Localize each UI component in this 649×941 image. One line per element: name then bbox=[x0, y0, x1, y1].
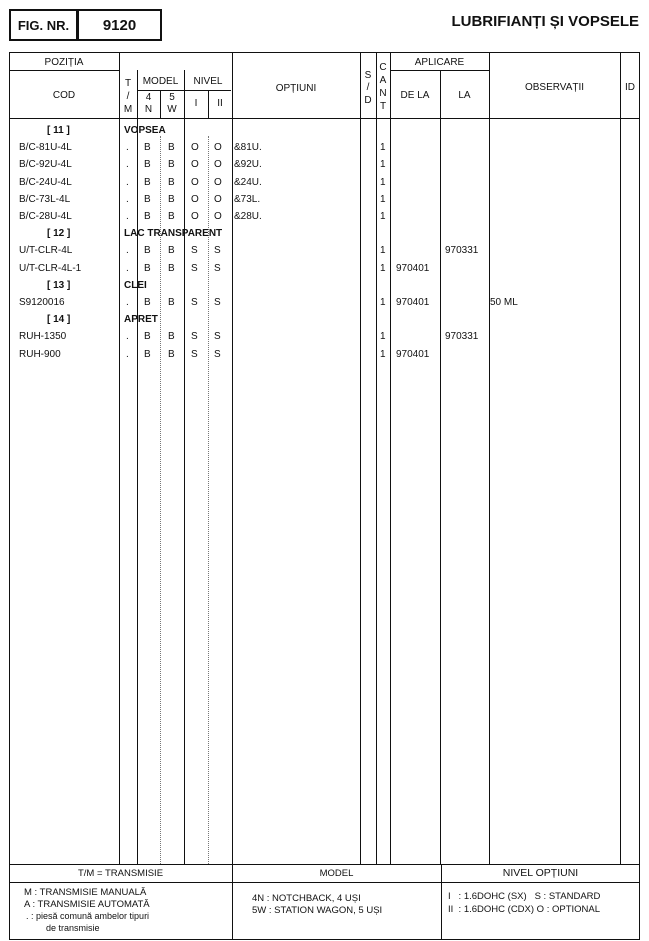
cell-nivel-ii: S bbox=[214, 348, 221, 360]
group-number: [ 11 ] bbox=[47, 125, 70, 136]
table-row[interactable] bbox=[0, 347, 649, 363]
col-cod: COD bbox=[52, 90, 76, 101]
cell-nivel-ii: O bbox=[214, 142, 222, 154]
col-cant-n: N bbox=[379, 88, 387, 99]
legend-nivel-line: II : 1.6DOHC (CDX) O : OPTIONAL bbox=[448, 904, 601, 915]
group-name: APRET bbox=[124, 314, 158, 326]
col-cant-t: T bbox=[379, 101, 387, 112]
fig-number: 9120 bbox=[102, 17, 137, 34]
cell-nivel-ii: S bbox=[214, 262, 221, 274]
cell-nivel-ii: O bbox=[214, 193, 222, 205]
cell-tm: . bbox=[126, 193, 129, 205]
col-cant-a: A bbox=[379, 75, 387, 86]
col-observatii: OBSERVAȚII bbox=[524, 82, 585, 93]
group-header bbox=[0, 278, 649, 294]
col-tm-t: T bbox=[124, 78, 132, 89]
col-optiuni: OPȚIUNI bbox=[275, 83, 317, 94]
table-row[interactable] bbox=[0, 261, 649, 277]
cell-tm: . bbox=[126, 331, 129, 343]
cell-cod: B/C-28U-4L bbox=[19, 211, 72, 222]
cell-4n: B bbox=[144, 176, 151, 188]
cell-la: 970331 bbox=[445, 245, 479, 257]
cell-cod: RUH-900 bbox=[19, 348, 61, 360]
cell-5w: B bbox=[168, 348, 175, 360]
cell-nivel-ii: O bbox=[214, 211, 222, 222]
fig-label-box bbox=[9, 9, 78, 41]
cell-observatii: 50 ML bbox=[490, 297, 518, 308]
table-row[interactable] bbox=[0, 295, 649, 311]
cell-tm: . bbox=[126, 245, 129, 257]
cell-cant: 1 bbox=[380, 193, 386, 205]
cell-optiuni: &81U. bbox=[234, 142, 262, 154]
cell-nivel-i: O bbox=[191, 176, 199, 188]
col-pozitia: POZIȚIA bbox=[44, 57, 84, 68]
cell-5w: B bbox=[168, 297, 175, 308]
cell-4n: B bbox=[144, 193, 151, 205]
cell-nivel-ii: O bbox=[214, 176, 222, 188]
table-row[interactable] bbox=[0, 243, 649, 259]
col-nivel-ii: II bbox=[217, 98, 223, 109]
cell-5w: B bbox=[168, 262, 175, 274]
cell-cant: 1 bbox=[380, 142, 386, 154]
cell-cod: B/C-73L-4L bbox=[19, 193, 71, 205]
group-name: LAC TRANSPARENT bbox=[124, 228, 223, 240]
col-tm-m: M bbox=[123, 104, 133, 115]
col-aplicare: APLICARE bbox=[414, 57, 465, 68]
table-row[interactable] bbox=[0, 175, 649, 191]
cell-cant: 1 bbox=[380, 297, 386, 308]
legend-nivel-header: NIVEL OPȚIUNI bbox=[502, 867, 579, 879]
cell-cant: 1 bbox=[380, 245, 386, 257]
legend-tm-line: . : piesă comună ambelor tipuri bbox=[26, 911, 150, 921]
group-header bbox=[0, 226, 649, 242]
cell-cant: 1 bbox=[380, 176, 386, 188]
cell-nivel-i: S bbox=[191, 348, 198, 360]
cell-cod: S9120016 bbox=[19, 297, 65, 308]
col-la: LA bbox=[458, 90, 471, 101]
col-de-la: DE LA bbox=[400, 90, 430, 101]
group-header bbox=[0, 123, 649, 139]
cell-5w: B bbox=[168, 176, 175, 188]
cell-optiuni: &28U. bbox=[234, 211, 262, 222]
group-name: VOPSEA bbox=[124, 125, 166, 136]
cell-nivel-i: O bbox=[191, 159, 199, 171]
cell-nivel-ii: S bbox=[214, 297, 221, 308]
cell-4n: B bbox=[144, 142, 151, 154]
cell-cant: 1 bbox=[380, 348, 386, 360]
table-row[interactable] bbox=[0, 329, 649, 345]
cell-4n: B bbox=[144, 245, 151, 257]
cell-de-la: 970401 bbox=[396, 297, 430, 308]
col-model-4n-a: 4 bbox=[145, 92, 152, 103]
cell-nivel-i: S bbox=[191, 245, 198, 257]
cell-4n: B bbox=[144, 211, 151, 222]
cell-cod: RUH-1350 bbox=[19, 331, 67, 343]
legend-tm-header: T/M = TRANSMISIE bbox=[77, 868, 164, 879]
col-sd-d: D bbox=[364, 95, 372, 106]
legend-tm-line: M : TRANSMISIE MANUALĂ bbox=[24, 887, 147, 898]
group-number: [ 12 ] bbox=[47, 228, 71, 240]
cell-cod: B/C-81U-4L bbox=[19, 142, 72, 154]
cell-cant: 1 bbox=[380, 211, 386, 222]
cell-cod: B/C-24U-4L bbox=[19, 176, 72, 188]
cell-cod: U/T-CLR-4L-1 bbox=[19, 262, 82, 274]
cell-5w: B bbox=[168, 193, 175, 205]
col-sd-s: S bbox=[364, 70, 372, 81]
table-row[interactable] bbox=[0, 209, 649, 225]
group-header bbox=[0, 312, 649, 328]
legend-nivel-line: I : 1.6DOHC (SX) S : STANDARD bbox=[448, 891, 601, 902]
cell-tm: . bbox=[126, 159, 129, 171]
col-cant-c: C bbox=[379, 62, 387, 73]
cell-tm: . bbox=[126, 176, 129, 188]
col-tm-slash: / bbox=[126, 91, 130, 102]
legend-model-line: 5W : STATION WAGON, 5 UȘI bbox=[252, 905, 383, 916]
col-nivel-i: I bbox=[194, 98, 198, 109]
cell-tm: . bbox=[126, 211, 129, 222]
cell-la: 970331 bbox=[445, 331, 479, 343]
col-nivel: NIVEL bbox=[193, 76, 223, 87]
cell-tm: . bbox=[126, 262, 129, 274]
cell-5w: B bbox=[168, 211, 175, 222]
cell-cant: 1 bbox=[380, 159, 386, 171]
cell-5w: B bbox=[168, 245, 175, 257]
group-number: [ 14 ] bbox=[47, 314, 71, 326]
cell-cant: 1 bbox=[380, 331, 386, 343]
cell-cant: 1 bbox=[380, 262, 386, 274]
col-id: ID bbox=[625, 82, 635, 93]
table-row[interactable] bbox=[0, 192, 649, 208]
cell-4n: B bbox=[144, 262, 151, 274]
col-model-5w-b: W bbox=[167, 104, 177, 115]
cell-4n: B bbox=[144, 159, 151, 171]
cell-nivel-ii: S bbox=[214, 331, 221, 343]
cell-4n: B bbox=[144, 331, 151, 343]
legend-tm-line: A : TRANSMISIE AUTOMATĂ bbox=[24, 899, 150, 910]
cell-5w: B bbox=[168, 142, 175, 154]
cell-optiuni: &24U. bbox=[234, 176, 262, 188]
cell-4n: B bbox=[144, 348, 151, 360]
legend-tm-line: de transmisie bbox=[46, 923, 100, 933]
cell-optiuni: &73L. bbox=[234, 193, 261, 205]
page-title: LUBRIFIANȚI ȘI VOPSELE bbox=[451, 13, 639, 30]
legend-model-header: MODEL bbox=[319, 868, 354, 879]
col-model-4n-b: N bbox=[144, 104, 153, 115]
cell-tm: . bbox=[126, 348, 129, 360]
group-name: CLEI bbox=[124, 279, 147, 291]
cell-optiuni: &92U. bbox=[234, 159, 262, 171]
cell-tm: . bbox=[126, 297, 129, 308]
col-model-5w-a: 5 bbox=[169, 92, 175, 103]
cell-de-la: 970401 bbox=[396, 262, 430, 274]
cell-cod: U/T-CLR-4L bbox=[19, 245, 73, 257]
cell-4n: B bbox=[144, 297, 151, 308]
col-sd-slash: / bbox=[366, 82, 370, 93]
cell-5w: B bbox=[168, 331, 175, 343]
cell-nivel-i: O bbox=[191, 211, 199, 222]
cell-5w: B bbox=[168, 159, 175, 171]
fig-label: FIG. NR. bbox=[17, 18, 70, 33]
cell-nivel-i: S bbox=[191, 262, 198, 274]
legend-model-line: 4N : NOTCHBACK, 4 UȘI bbox=[252, 893, 361, 904]
cell-cod: B/C-92U-4L bbox=[19, 159, 72, 171]
cell-tm: . bbox=[126, 142, 129, 154]
cell-nivel-ii: O bbox=[214, 159, 222, 171]
col-model: MODEL bbox=[142, 76, 179, 87]
fig-number-box bbox=[77, 9, 162, 41]
table-row[interactable] bbox=[0, 157, 649, 173]
group-number: [ 13 ] bbox=[47, 279, 71, 291]
cell-nivel-i: S bbox=[191, 331, 198, 343]
cell-nivel-i: O bbox=[191, 193, 199, 205]
cell-de-la: 970401 bbox=[396, 348, 430, 360]
cell-nivel-ii: S bbox=[214, 245, 221, 257]
cell-nivel-i: S bbox=[191, 297, 198, 308]
table-row[interactable] bbox=[0, 140, 649, 156]
cell-nivel-i: O bbox=[191, 142, 199, 154]
